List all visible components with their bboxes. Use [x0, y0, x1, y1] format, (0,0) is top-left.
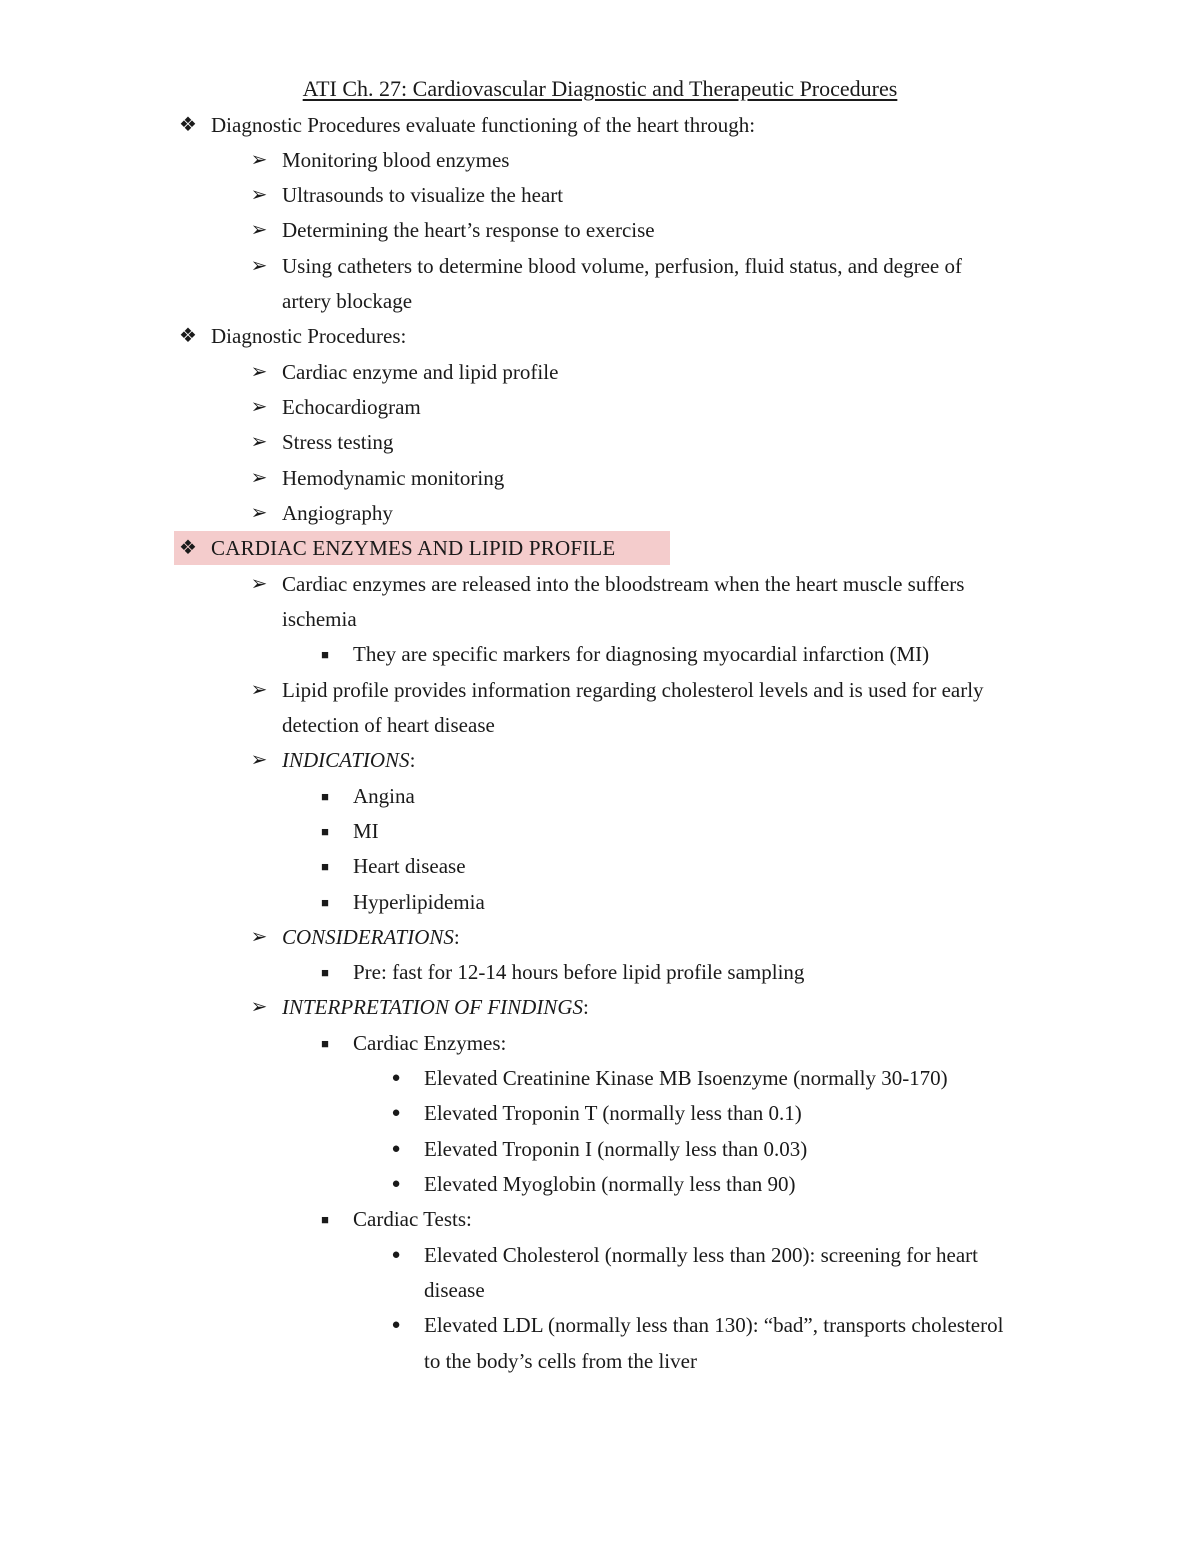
list-item: Echocardiogram	[282, 395, 421, 419]
arrow-bullet-icon: ➢	[250, 361, 268, 383]
label-colon: :	[453, 925, 460, 949]
indication-item: Angina	[353, 784, 415, 808]
arrow-bullet-icon: ➢	[250, 502, 268, 524]
diamond-bullet-icon: ❖	[179, 537, 197, 559]
list-item: Hemodynamic monitoring	[282, 466, 505, 490]
indication-item: MI	[353, 819, 379, 843]
list-item: Cardiac enzyme and lipid profile	[282, 360, 559, 384]
arrow-bullet-icon: ➢	[250, 679, 268, 701]
square-bullet-icon: ■	[321, 789, 329, 804]
arrow-bullet-icon: ➢	[250, 396, 268, 418]
list-item: Lipid profile provides information regarding cholesterol levels and is used for early	[282, 678, 984, 702]
diamond-bullet-icon: ❖	[179, 325, 197, 347]
arrow-bullet-icon: ➢	[250, 573, 268, 595]
enzyme-finding: Elevated Troponin T (normally less than 0.1)	[424, 1101, 802, 1125]
arrow-bullet-icon: ➢	[250, 184, 268, 206]
dot-bullet-icon: ●	[391, 1317, 401, 1333]
dot-bullet-icon: ●	[391, 1070, 401, 1086]
sub-list-item: They are specific markers for diagnosing myocardial infarction (MI)	[353, 642, 930, 666]
consideration-item: Pre: fast for 12-14 hours before lipid profile sampling	[353, 960, 805, 984]
dot-bullet-icon: ●	[391, 1105, 401, 1121]
arrow-bullet-icon: ➢	[250, 996, 268, 1018]
arrow-bullet-icon: ➢	[250, 149, 268, 171]
test-finding: Elevated Cholesterol (normally less than 200): screening for heart	[424, 1243, 978, 1267]
section-heading: Diagnostic Procedures evaluate functioning of the heart through:	[211, 113, 756, 137]
list-item: Angiography	[282, 501, 393, 525]
square-bullet-icon: ■	[321, 895, 329, 910]
enzyme-finding: Elevated Creatinine Kinase MB Isoenzyme (normally 30-170)	[424, 1066, 948, 1090]
arrow-bullet-icon: ➢	[250, 219, 268, 241]
arrow-bullet-icon: ➢	[250, 749, 268, 771]
arrow-bullet-icon: ➢	[250, 467, 268, 489]
square-bullet-icon: ■	[321, 965, 329, 980]
indications-label-text: INDICATIONS	[282, 748, 410, 772]
indication-item: Heart disease	[353, 854, 466, 878]
square-bullet-icon: ■	[321, 1036, 329, 1051]
square-bullet-icon: ■	[321, 824, 329, 839]
enzyme-finding: Elevated Myoglobin (normally less than 90)	[424, 1172, 796, 1196]
section-heading: Diagnostic Procedures:	[211, 324, 407, 348]
label-colon: :	[409, 748, 416, 772]
test-finding-continuation: disease	[424, 1278, 485, 1302]
list-item: Using catheters to determine blood volume, perfusion, fluid status, and degree of	[282, 254, 962, 278]
enzyme-finding: Elevated Troponin I (normally less than 0.03)	[424, 1137, 808, 1161]
arrow-bullet-icon: ➢	[250, 255, 268, 277]
test-finding-continuation: to the body’s cells from the liver	[424, 1349, 697, 1373]
interpretation-label-text: INTERPRETATION OF FINDINGS	[282, 995, 583, 1019]
list-item: Determining the heart’s response to exercise	[282, 218, 655, 242]
diamond-bullet-icon: ❖	[179, 114, 197, 136]
dot-bullet-icon: ●	[391, 1176, 401, 1192]
list-item: Stress testing	[282, 430, 394, 454]
list-item: Monitoring blood enzymes	[282, 148, 510, 172]
dot-bullet-icon: ●	[391, 1247, 401, 1263]
list-item: Cardiac enzymes are released into the bloodstream when the heart muscle suffers	[282, 572, 965, 596]
square-bullet-icon: ■	[321, 859, 329, 874]
considerations-label-text: CONSIDERATIONS	[282, 925, 454, 949]
cardiac-tests-label: Cardiac Tests:	[353, 1207, 472, 1231]
square-bullet-icon: ■	[321, 1212, 329, 1227]
considerations-label	[282, 920, 460, 955]
list-item-continuation: ischemia	[282, 607, 357, 631]
cardiac-enzymes-label: Cardiac Enzymes:	[353, 1031, 507, 1055]
list-item-continuation: detection of heart disease	[282, 713, 495, 737]
arrow-bullet-icon: ➢	[250, 926, 268, 948]
test-finding: Elevated LDL (normally less than 130): “bad”, transports cholesterol	[424, 1313, 1004, 1337]
list-item-continuation: artery blockage	[282, 289, 413, 313]
section-heading-highlighted: CARDIAC ENZYMES AND LIPID PROFILE	[211, 536, 616, 560]
indications-label	[282, 743, 415, 778]
arrow-bullet-icon: ➢	[250, 431, 268, 453]
indication-item: Hyperlipidemia	[353, 890, 485, 914]
dot-bullet-icon: ●	[391, 1141, 401, 1157]
square-bullet-icon: ■	[321, 647, 329, 662]
list-item: Ultrasounds to visualize the heart	[282, 183, 564, 207]
interpretation-label	[282, 990, 589, 1025]
label-colon: :	[582, 995, 589, 1019]
page-title: ATI Ch. 27: Cardiovascular Diagnostic and Therapeutic Procedures	[302, 76, 898, 101]
